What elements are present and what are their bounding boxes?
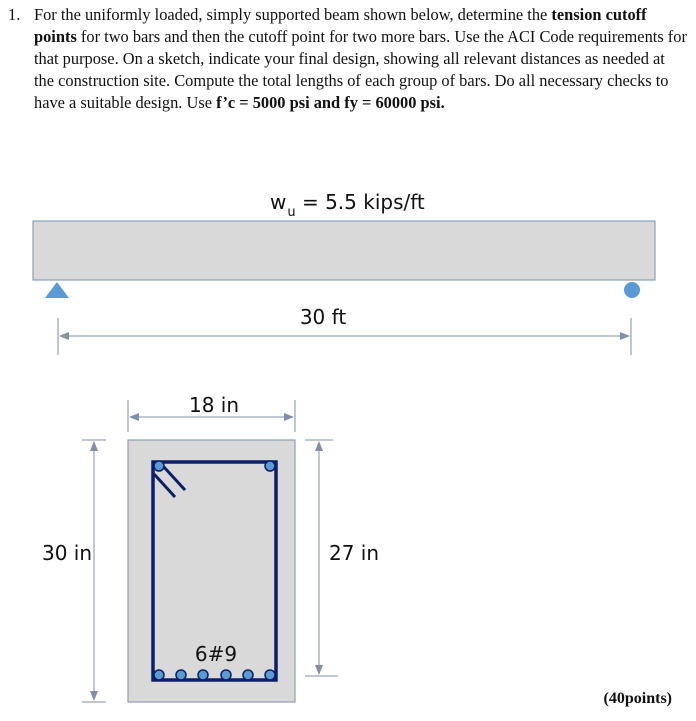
top-bar-right	[265, 461, 275, 471]
roller-support-icon	[624, 282, 640, 298]
problem-text-bold-materials: f’c = 5000 psi and fy = 60000 psi.	[216, 93, 445, 112]
bottom-bar	[243, 670, 253, 680]
top-bar-left	[154, 461, 164, 471]
span-label: 30 ft	[299, 305, 347, 329]
problem-text-bold-cutoff: tension cutoff points	[34, 5, 647, 46]
height-label: 30 in	[41, 541, 93, 565]
problem-number: 1.	[8, 5, 21, 24]
bottom-bar	[265, 670, 275, 680]
bars-label: 6#9	[194, 642, 238, 666]
beam-body	[33, 221, 655, 280]
load-label: $w_u = 5.5$ kips/ft	[270, 190, 425, 220]
depth-label: 27 in	[328, 541, 380, 565]
pin-support-icon	[45, 282, 69, 298]
bottom-bar	[154, 670, 164, 680]
bottom-bar	[176, 670, 186, 680]
bottom-bar	[221, 670, 231, 680]
width-label: 18 in	[188, 393, 240, 417]
problem-text-part2: for two bars and then the cutoff point for two more bars. Use the ACI Code requirements for that purpose. On a sketch, indicate your final design, showing all relevant distances as needed at the construction site. Compute the total lengths of each group of bars. Do all necessary checks to have a suitable design. Use	[34, 27, 687, 112]
problem-text-part1: For the uniformly loaded, simply supported beam shown below, determine the	[34, 5, 552, 24]
bottom-bar	[198, 670, 208, 680]
points-label: (40points)	[603, 690, 672, 707]
